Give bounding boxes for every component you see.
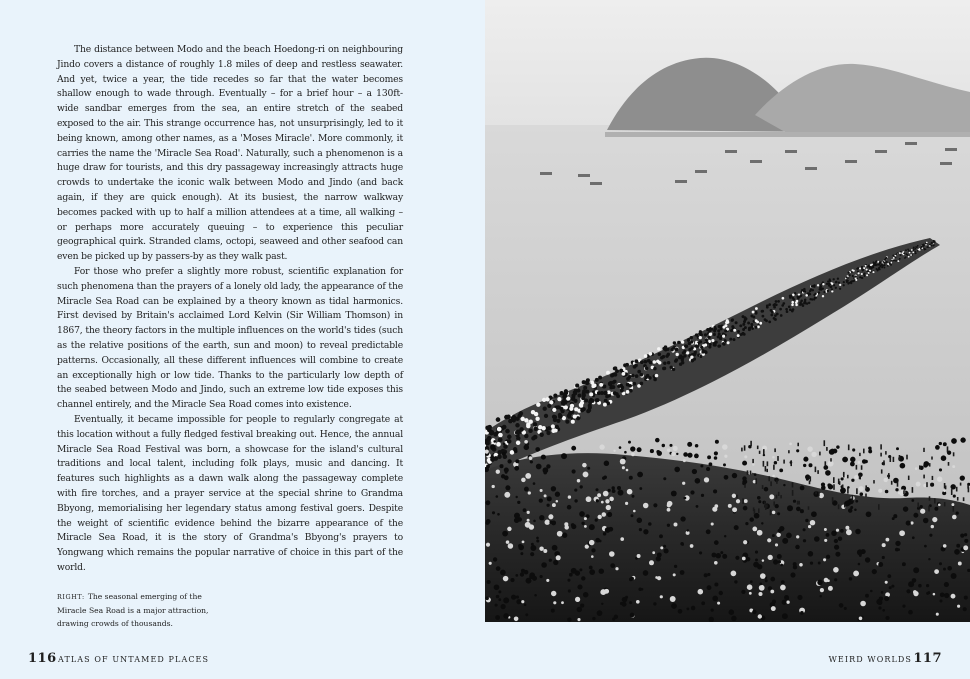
running-head-right: WEIRD WORLDS (828, 655, 912, 664)
paragraph-3: Eventually, it became impossible for people to regularly congregate at this location without a fully fledged festival breaking out. Hence, the annual Miracle Sea Road Festival was born, a showcase for the island's cultural traditions and local talent, including folk plays, music and dancing. It features such highlights as a dawn walk along the passageway complete with fire torches, and a prayer service at the special shrine to Grandma Bbyong, memorialising her legendary status among festival goers. Despite the weight of scientific evidence behind the bizarre appearance of the Miracle Sea Road, it is the story of Grandma's Bbyong's prayers to Yongwang which remains the popular narrative of choice in this part of the world. (57, 413, 403, 573)
page-number-left: 116 (28, 651, 57, 666)
paragraph-2: For those who prefer a slightly more robust, scientific explanation for such phenomena than the prayers of a lonely old lady, the appearance of the Miracle Sea Road can be explained by a theory known as tidal harmonics. First devised by Britain's acclaimed Lord Kelvin (Sir William Thomson) in 1867, the theory factors in the multiple influences on the world's tides (such as the relative positions of the earth, sun and moon) to reveal predictable patterns. Occasionally, all these different influences will combine to create an exceptionally high or low tide. Thanks to the particularly low depth of the seabed between Modo and Jindo, such an extreme low tide exposes this channel entirely, and the Miracle Sea Road comes into existence. (57, 265, 403, 411)
paragraph-1: The distance between Modo and the beach Hoedong-ri on neighbouring Jindo covers a distance of roughly 1.8 miles of deep and restless seawater. And yet, twice a year, the tide recedes so far that the water becomes shallow enough to wade through. Eventually – for a brief hour – a 130ft-wide sandbar emerges from the sea, an entire stretch of the seabed exposed to the air. This strange occurrence has, not unsurprisingly, led to it being known, among other names, as a 'Moses Miracle'. More commonly, it carries the name the 'Miracle Sea Road'. Naturally, such a phenomenon is a huge draw for tourists, and this dry passageway increasingly attracts huge crowds to undertake the iconic walk between Modo and Jindo (and back again, if they are quick enough). At its busiest, the narrow walkway becomes packed with up to half a million attendees at a time, all walking – or perhaps more accurately queuing – to experience this peculiar geographical quirk. Stranded clams, octopi, seaweed and other seafood can even be picked up by passers-by as they walk past. (57, 44, 403, 263)
right-page (485, 0, 970, 679)
page-number-right: 117 (913, 651, 942, 666)
caption-label: RIGHT: (57, 593, 85, 601)
photo-caption (57, 590, 227, 630)
caption-text: The seasonal emerging of the Miracle Sea Road is a major attraction, drawing crowds of thousands. (57, 592, 209, 628)
running-head-left: ATLAS OF UNTAMED PLACES (58, 655, 210, 664)
crowd-sea-road-photo (485, 0, 970, 622)
body-text (57, 43, 403, 576)
